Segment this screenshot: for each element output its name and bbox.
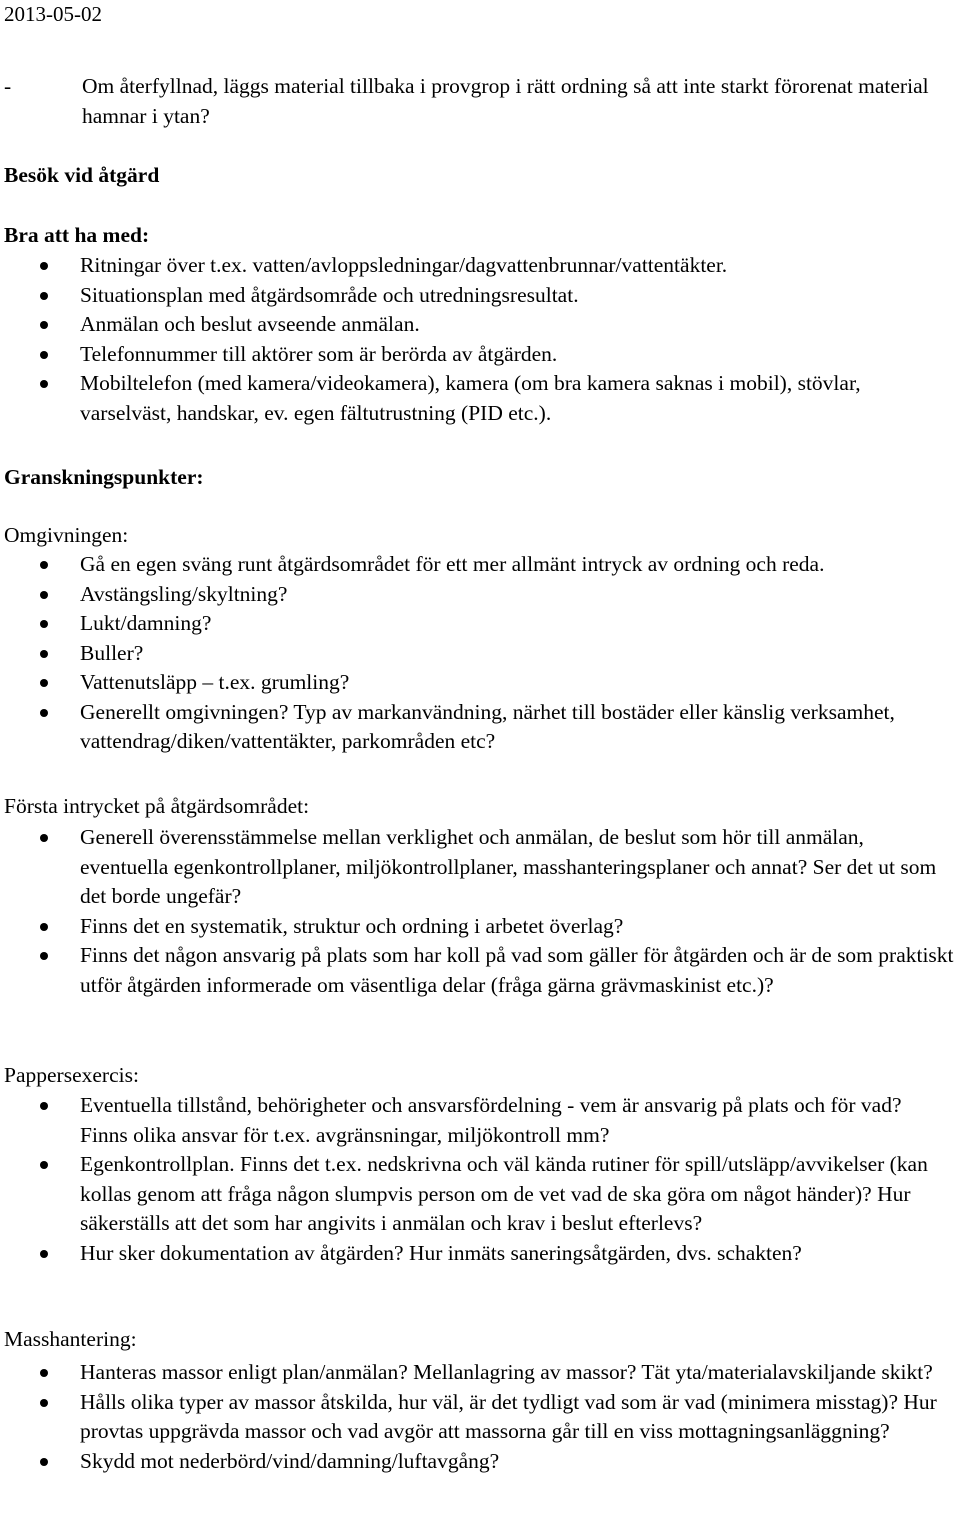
list-item: Skydd mot nederbörd/vind/damning/luftavgång?	[0, 1447, 960, 1477]
list-item: Generellt omgivningen? Typ av markanvändning, närhet till bostäder eller känslig verksamhet, vattendrag/diken/vattentäkter, parkområden etc?	[0, 698, 960, 757]
bullet-icon	[40, 923, 48, 931]
mass-handling-list	[0, 1358, 960, 1476]
list-item: Telefonnummer till aktörer som är berörda av åtgärden.	[0, 340, 960, 370]
bullet-icon	[40, 1458, 48, 1466]
review-heading: Granskningspunkter:	[4, 465, 204, 489]
list-item: Buller?	[0, 639, 960, 669]
bullet-icon	[40, 591, 48, 599]
dash-list-item	[4, 72, 960, 131]
bullet-icon	[40, 1369, 48, 1377]
bullet-icon	[40, 1102, 48, 1110]
list-item: Mobiltelefon (med kamera/videokamera), kamera (om bra kamera saknas i mobil), stövlar, varselväst, handskar, ev. egen fältutrustning (PID etc.).	[0, 369, 960, 428]
bullet-icon	[40, 262, 48, 270]
surroundings-list	[0, 550, 960, 757]
list-item: Hanteras massor enligt plan/anmälan? Mellanlagring av massor? Tät yta/materialavskiljande skikt?	[0, 1358, 960, 1388]
mass-handling-heading: Masshantering:	[4, 1327, 137, 1351]
list-item: Ritningar över t.ex. vatten/avloppsledningar/dagvattenbrunnar/vattentäkter.	[0, 251, 960, 281]
list-item: Gå en egen sväng runt åtgärdsområdet för ett mer allmänt intryck av ordning och reda.	[0, 550, 960, 580]
list-item: Avstängsling/skyltning?	[0, 580, 960, 610]
list-item: Eventuella tillstånd, behörigheter och ansvarsfördelning - vem är ansvarig på plats och för vad? Finns olika ansvar för t.ex. avgränsningar, miljökontroll mm?	[0, 1091, 960, 1150]
visit-heading: Besök vid åtgärd	[4, 163, 160, 187]
paperwork-list	[0, 1091, 960, 1268]
bring-list	[0, 251, 960, 428]
bring-heading: Bra att ha med:	[4, 223, 150, 247]
bullet-icon	[40, 1399, 48, 1407]
bullet-icon	[40, 952, 48, 960]
list-item: Egenkontrollplan. Finns det t.ex. nedskrivna och väl kända rutiner för spill/utsläpp/avvikelser (kan kollas genom att fråga någon slumpvis person om de vet vad de ska göra om något händer)? Hur säkerställs att det som har angivits i anmälan och krav i beslut efterlevs?	[0, 1150, 960, 1239]
first-impression-list	[0, 823, 960, 1000]
dash-item-text: Om återfyllnad, läggs material tillbaka i provgrop i rätt ordning så att inte starkt förorenat material hamnar i ytan?	[82, 74, 929, 128]
list-item: Vattenutsläpp – t.ex. grumling?	[0, 668, 960, 698]
list-item: Anmälan och beslut avseende anmälan.	[0, 310, 960, 340]
list-item: Lukt/damning?	[0, 609, 960, 639]
bullet-icon	[40, 834, 48, 842]
bullet-icon	[40, 561, 48, 569]
bullet-icon	[40, 321, 48, 329]
list-item: Finns det någon ansvarig på plats som har koll på vad som gäller för åtgärden och är de som praktiskt utför åtgärden informerade om väsentliga delar (fråga gärna grävmaskinist etc.)?	[0, 941, 960, 1000]
bullet-icon	[40, 351, 48, 359]
list-item: Finns det en systematik, struktur och ordning i arbetet överlag?	[0, 912, 960, 942]
list-item: Hur sker dokumentation av åtgärden? Hur inmäts saneringsåtgärden, dvs. schakten?	[0, 1239, 960, 1269]
bullet-icon	[40, 1250, 48, 1258]
surroundings-heading: Omgivningen:	[4, 523, 129, 547]
paperwork-heading: Pappersexercis:	[4, 1063, 139, 1087]
bullet-icon	[40, 709, 48, 717]
dash-marker: -	[4, 74, 12, 98]
list-item: Situationsplan med åtgärdsområde och utredningsresultat.	[0, 281, 960, 311]
bullet-icon	[40, 650, 48, 658]
bullet-icon	[40, 620, 48, 628]
document-date: 2013-05-02	[4, 2, 102, 26]
bullet-icon	[40, 380, 48, 388]
list-item: Generell överensstämmelse mellan verklighet och anmälan, de beslut som hör till anmälan, eventuella egenkontrollplaner, miljökontrollplaner, masshanteringsplaner och annat? Ser det ut som det borde ungefär?	[0, 823, 960, 912]
first-impression-heading: Första intrycket på åtgärdsområdet:	[4, 794, 310, 818]
bullet-icon	[40, 1161, 48, 1169]
bullet-icon	[40, 292, 48, 300]
list-item: Hålls olika typer av massor åtskilda, hur väl, är det tydligt vad som är vad (minimera misstag)? Hur provtas uppgrävda massor och vad avgör att massorna går till en viss mottagningsanläggning?	[0, 1388, 960, 1447]
bullet-icon	[40, 679, 48, 687]
